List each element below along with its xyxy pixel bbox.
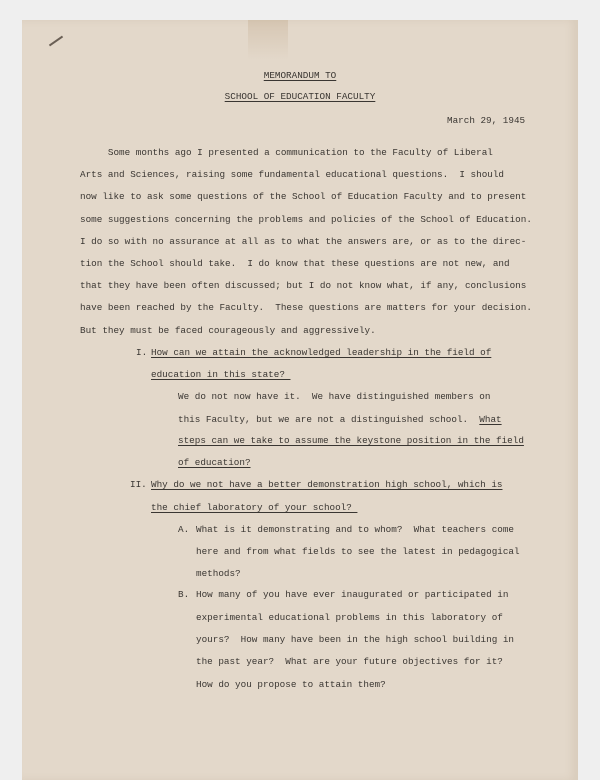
text-segment: this Faculty, but we are not a distinguished school. [178, 414, 480, 425]
text-line: methods? [196, 568, 241, 579]
text-line: Arts and Sciences, raising some fundamental educational questions. I should [80, 169, 505, 180]
paper-stain [248, 20, 288, 60]
underlined-line: of education? [178, 457, 251, 468]
text-line: have been reached by the Faculty. These questions are matters for your decision. [80, 302, 532, 313]
text-line [178, 413, 502, 427]
text-line: tion the School should take. I do know that these questions are not new, and [80, 258, 510, 269]
text-line: How do you propose to attain them? [196, 679, 386, 690]
section-numeral: I. [136, 347, 148, 358]
text-line: We do not now have it. We have distinguished members on [178, 391, 491, 402]
text-line: yours? How many have been in the high school building in [196, 634, 515, 645]
text-line: here and from what fields to see the latest in pedagogical [196, 546, 520, 557]
text-line: now like to ask some questions of the School of Education Faculty and to present [80, 191, 527, 202]
text-line: What is it demonstrating and to whom? What teachers come [196, 524, 515, 535]
text-line: Some months ago I presented a communication to the Faculty of Liberal [80, 147, 493, 158]
section-question: How can we attain the acknowledged leadership in the field of [151, 347, 492, 358]
text-line: How many of you have ever inaugurated or participated in [196, 589, 509, 600]
text-line: some suggestions concerning the problems and policies of the School of Education. [80, 214, 532, 225]
section-numeral: II. [130, 479, 147, 490]
text-line: I do so with no assurance at all as to what the answers are, or as to the direc- [80, 236, 527, 247]
section-question: education in this state? [151, 369, 291, 380]
memo-recipient: SCHOOL OF EDUCATION FACULTY [224, 91, 376, 102]
text-line: that they have been often discussed; but I do not know what, if any, conclusions [80, 280, 527, 291]
underlined-line: steps can we take to assume the keystone position in the field [178, 435, 524, 446]
text-line: experimental educational problems in this laboratory of [196, 612, 503, 623]
section-question: the chief laboratory of your school? [151, 502, 358, 513]
memo-title: MEMORANDUM TO [263, 70, 337, 81]
text-line: But they must be faced courageously and aggressively. [80, 325, 376, 336]
item-label: B. [178, 589, 190, 600]
memo-date: March 29, 1945 [447, 115, 526, 126]
text-line: the past year? What are your future objectives for it? [196, 656, 503, 667]
section-question: Why do we not have a better demonstration high school, which is [151, 479, 503, 490]
item-label: A. [178, 524, 190, 535]
underlined-segment: What [479, 414, 502, 425]
